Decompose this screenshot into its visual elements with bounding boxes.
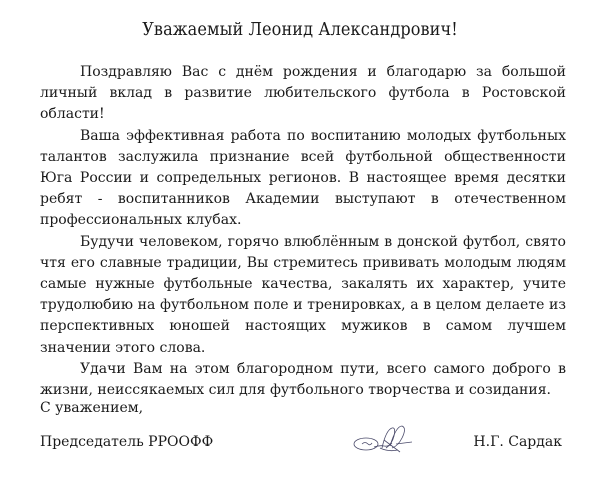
handwritten-signature-icon — [352, 422, 414, 456]
paragraph-congratulations: Поздравляю Вас с днём рождения и благодарю за большой личный вклад в развитие любительского футбола в Ростовской области! — [40, 64, 566, 123]
signatory-name: Н.Г. Сардак — [473, 434, 562, 450]
signatory-title: Председатель РРООФФ — [40, 434, 214, 450]
paragraph-wishes: Удачи Вам на этом благородном пути, всего самого доброго в жизни, неиссякаемых сил для футбольного творчества и созидания. — [40, 360, 566, 399]
paragraph-achievements: Ваша эффективная работа по воспитанию молодых футбольных талантов заслужила признание всей футбольной общественности Юга России и сопредельных регионов. В настоящее время десятки ребят - воспитанников Академии выступают в отечественном профессиональных клубах. — [40, 127, 566, 229]
closing-phrase: С уважением, — [40, 400, 144, 416]
signature-block — [40, 434, 566, 464]
letter-body — [40, 62, 566, 401]
salutation-heading: Уважаемый Леонид Александрович! — [142, 20, 458, 40]
paragraph-character: Будучи человеком, горячо влюблённым в донской футбол, свято чтя его славные традиции, Вы стремитесь прививать молодым людям самые нужные футбольные качества, закалять их характер, учите трудолюбию на футбольном поле и тренировках, а в целом делаете из перспективных юношей настоящих мужиков в самом лучшем значении этого слова. — [40, 233, 566, 356]
